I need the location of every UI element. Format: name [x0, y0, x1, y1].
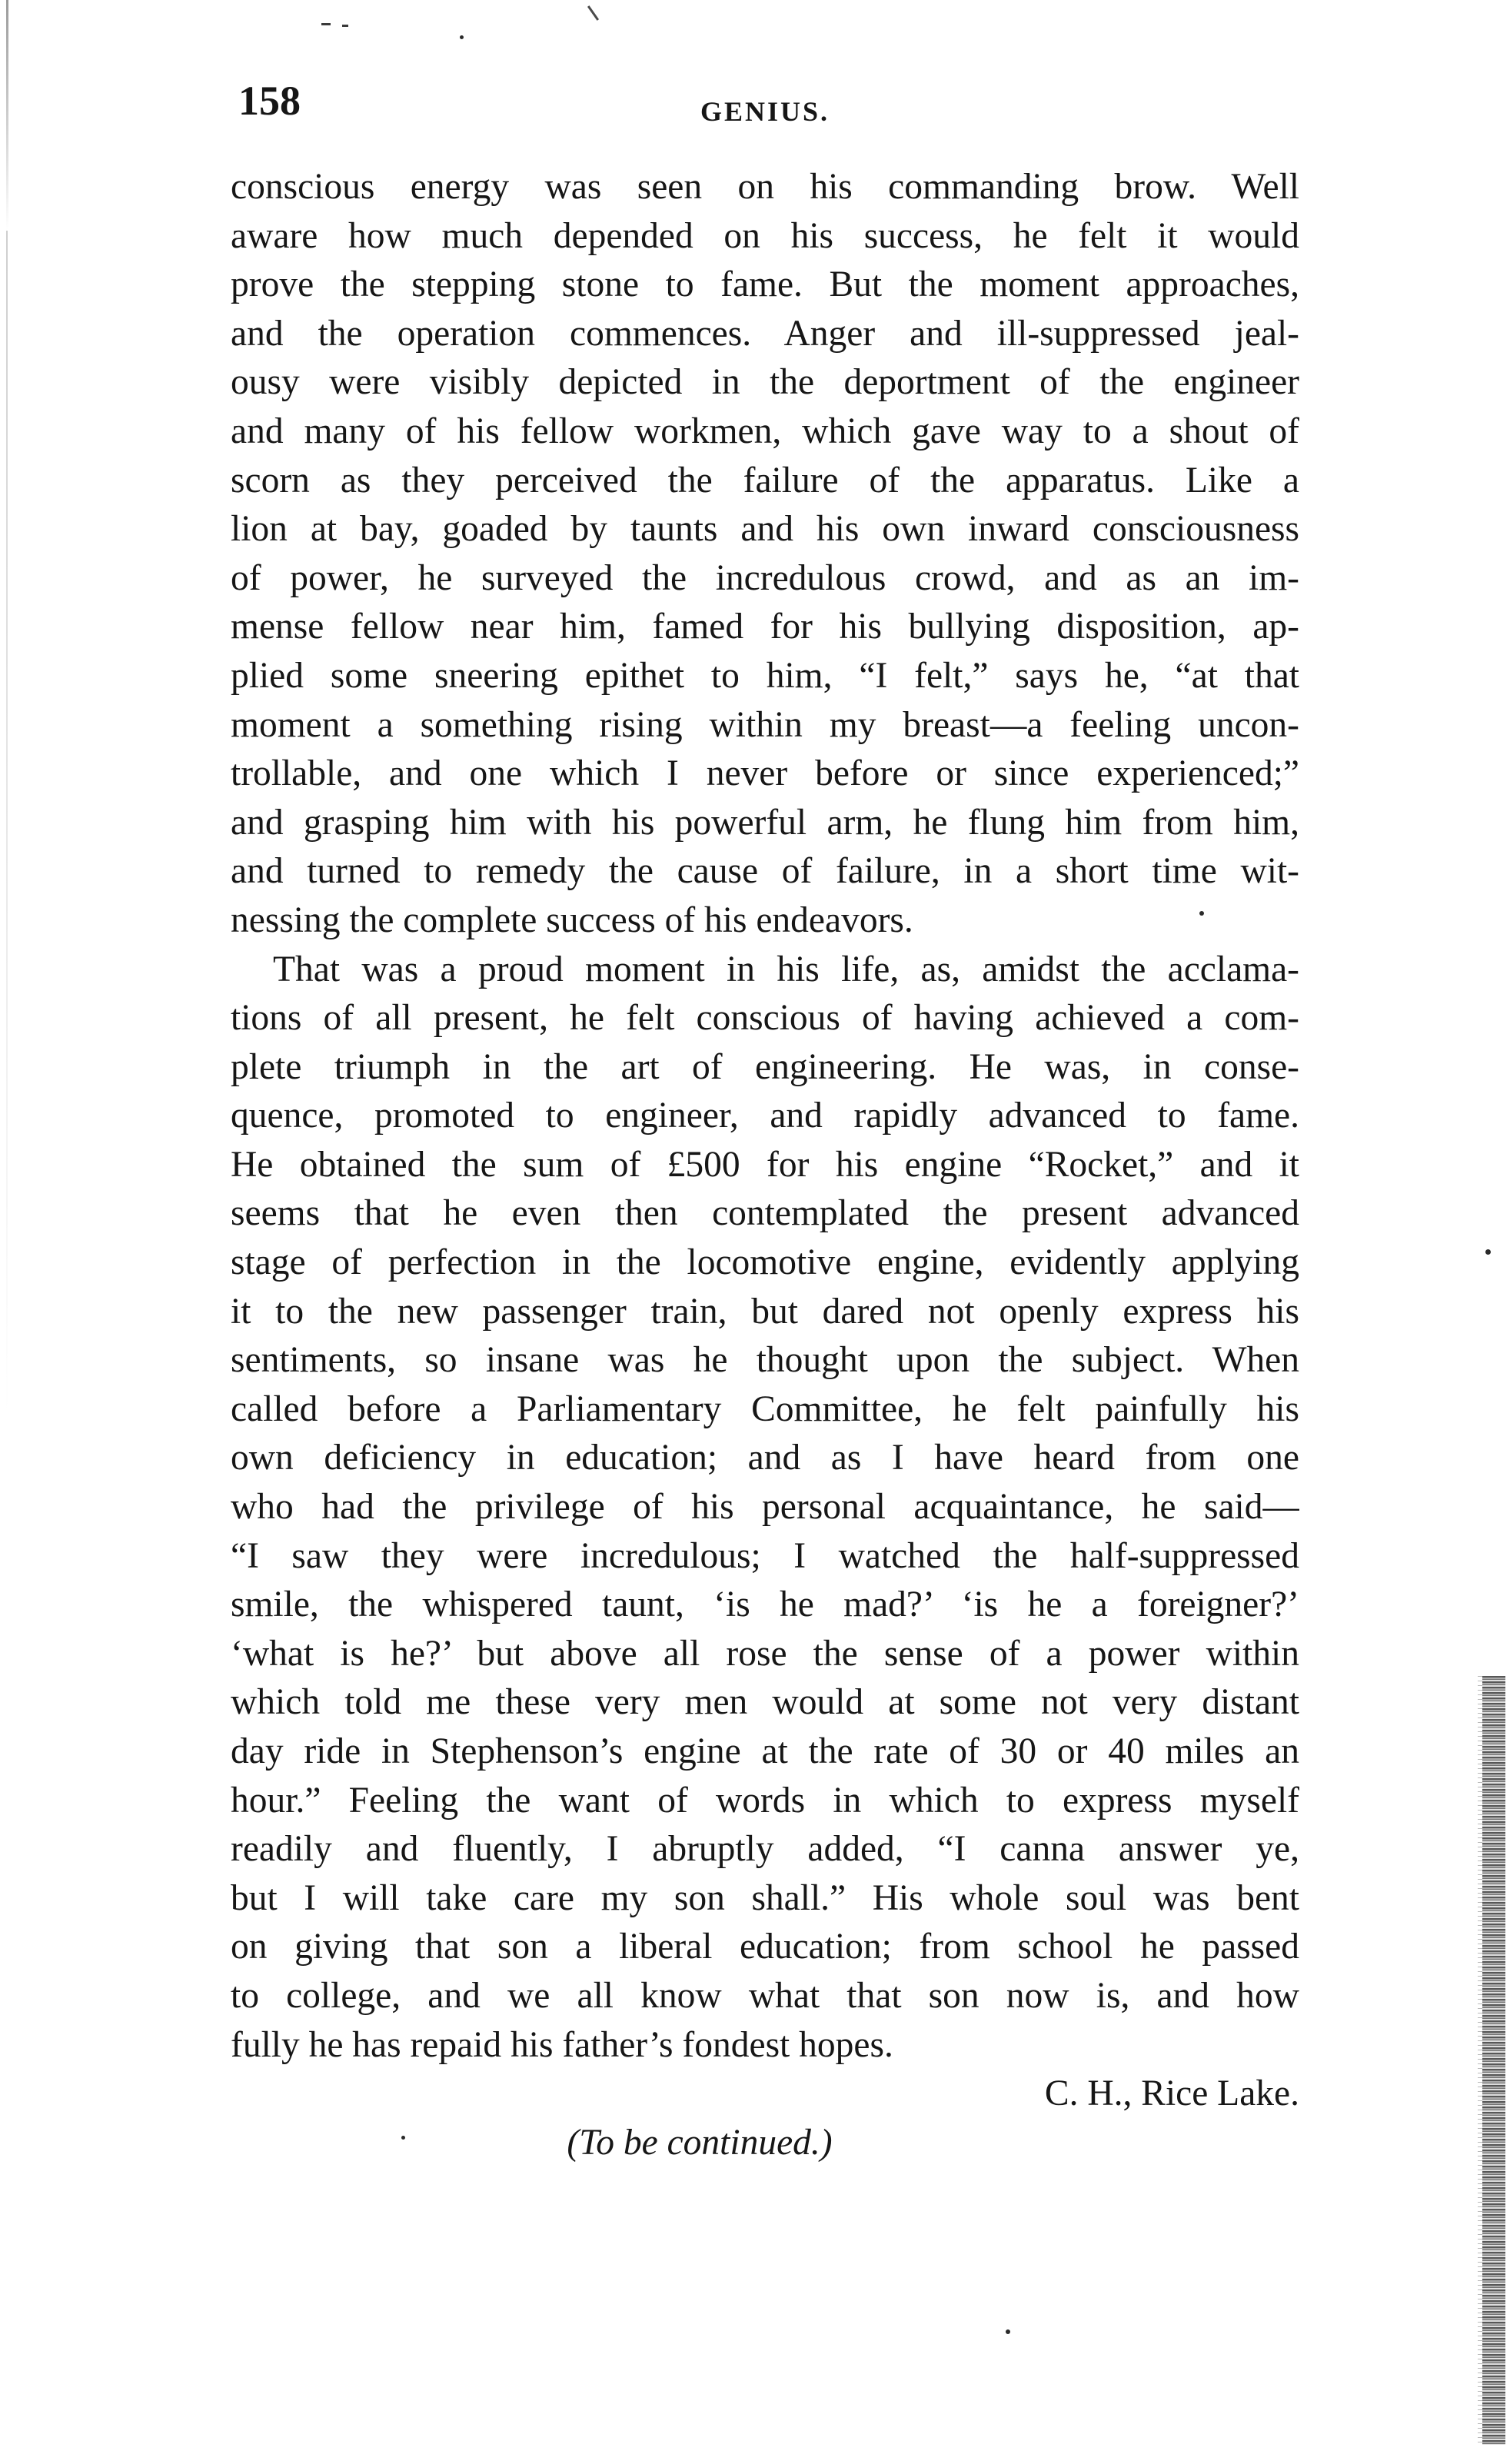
text-line: conscious energy was seen on his commanding brow. Well — [231, 167, 1299, 207]
text-line: nessing the complete success of his endeavors. — [231, 899, 913, 940]
text-line: sentiments, so insane was he thought upon the subject. When — [231, 1340, 1299, 1381]
running-title: GENIUS. — [700, 96, 830, 127]
text-line: trollable, and one which I never before or since experienced;” — [231, 753, 1299, 794]
page-number: 158 — [238, 78, 301, 124]
text-line: fully he has repaid his father’s fondest hopes. — [231, 2024, 893, 2065]
text-line: who had the privilege of his personal acquaintance, he said— — [231, 1487, 1299, 1528]
text-line: plied some sneering epithet to him, “I felt,” says he, “at that — [231, 655, 1299, 696]
text-line: of power, he surveyed the incredulous crowd, and as an im- — [231, 557, 1299, 598]
scan-edge-shadow-lower — [6, 231, 8, 1922]
text-line: ousy were visibly depicted in the deportment of the engineer — [231, 362, 1299, 403]
text-line: and the operation commences. Anger and ill-suppressed jeal- — [231, 313, 1299, 354]
text-line: on giving that son a liberal education; from school he passed — [231, 1927, 1299, 1967]
scan-speck — [401, 2136, 405, 2140]
text-line: scorn as they perceived the failure of the apparatus. Like a — [231, 460, 1299, 500]
text-line: mense fellow near him, famed for his bullying disposition, ap- — [231, 607, 1299, 647]
text-line: ‘what is he?’ but above all rose the sense of a power within — [231, 1633, 1299, 1674]
scan-edge-shadow — [6, 0, 8, 231]
text-line: hour.” Feeling the want of words in which to express myself — [231, 1780, 1299, 1821]
text-line: aware how much depended on his success, he felt it would — [231, 215, 1299, 256]
text-line: prove the stepping stone to fame. But the moment approaches, — [231, 264, 1299, 305]
article-text — [231, 163, 1299, 2167]
scan-speck — [342, 25, 348, 27]
text-line: moment a something rising within my breast—a feeling uncon- — [231, 704, 1299, 745]
text-line: it to the new passenger train, but dared not openly express his — [231, 1291, 1299, 1332]
text-line: smile, the whispered taunt, ‘is he mad?’ ‘is he a foreigner?’ — [231, 1584, 1299, 1625]
paragraph-start-line: That was a proud moment in his life, as, amidst the acclama- — [273, 949, 1299, 989]
running-head — [231, 77, 1299, 138]
scan-speck — [1485, 1249, 1491, 1255]
text-line: own deficiency in education; and as I have heard from one — [231, 1438, 1299, 1478]
text-line: called before a Parliamentary Committee, he felt painfully his — [231, 1388, 1299, 1429]
text-line: which told me these very men would at some not very distant — [231, 1682, 1299, 1723]
scan-speck — [460, 35, 464, 39]
text-line: “I saw they were incredulous; I watched the half-suppressed — [231, 1535, 1299, 1576]
scan-speck — [587, 5, 599, 21]
text-line: and many of his fellow workmen, which gave way to a shout of — [231, 411, 1299, 451]
text-line: to college, and we all know what that son now is, and how — [231, 1975, 1299, 2016]
binding-edge — [1482, 1676, 1505, 2445]
text-line: plete triumph in the art of engineering. He was, in conse- — [231, 1046, 1299, 1087]
scan-speck — [1006, 2329, 1010, 2334]
text-line: and turned to remedy the cause of failure, in a short time wit- — [231, 851, 1299, 892]
text-line: tions of all present, he felt conscious of having achieved a com- — [231, 998, 1299, 1039]
text-line: readily and fluently, I abruptly added, “I canna answer ye, — [231, 1829, 1299, 1870]
text-line: quence, promoted to engineer, and rapidly advanced to fame. — [231, 1096, 1299, 1136]
continuation-note: (To be continued.) — [567, 2122, 833, 2163]
author-signature: C. H., Rice Lake. — [1044, 2073, 1299, 2114]
text-line: He obtained the sum of £500 for his engine “Rocket,” and it — [231, 1144, 1299, 1185]
text-line: seems that he even then contemplated the present advanced — [231, 1193, 1299, 1234]
text-line: lion at bay, goaded by taunts and his own inward consciousness — [231, 509, 1299, 550]
text-line: but I will take care my son shall.” His whole soul was bent — [231, 1877, 1299, 1918]
scan-speck — [321, 23, 331, 25]
scan-speck — [1199, 911, 1204, 916]
text-line: day ride in Stephenson’s engine at the rate of 30 or 40 miles an — [231, 1731, 1299, 1771]
text-line: stage of perfection in the locomotive engine, evidently applying — [231, 1242, 1299, 1283]
text-line: and grasping him with his powerful arm, he flung him from him, — [231, 802, 1299, 843]
